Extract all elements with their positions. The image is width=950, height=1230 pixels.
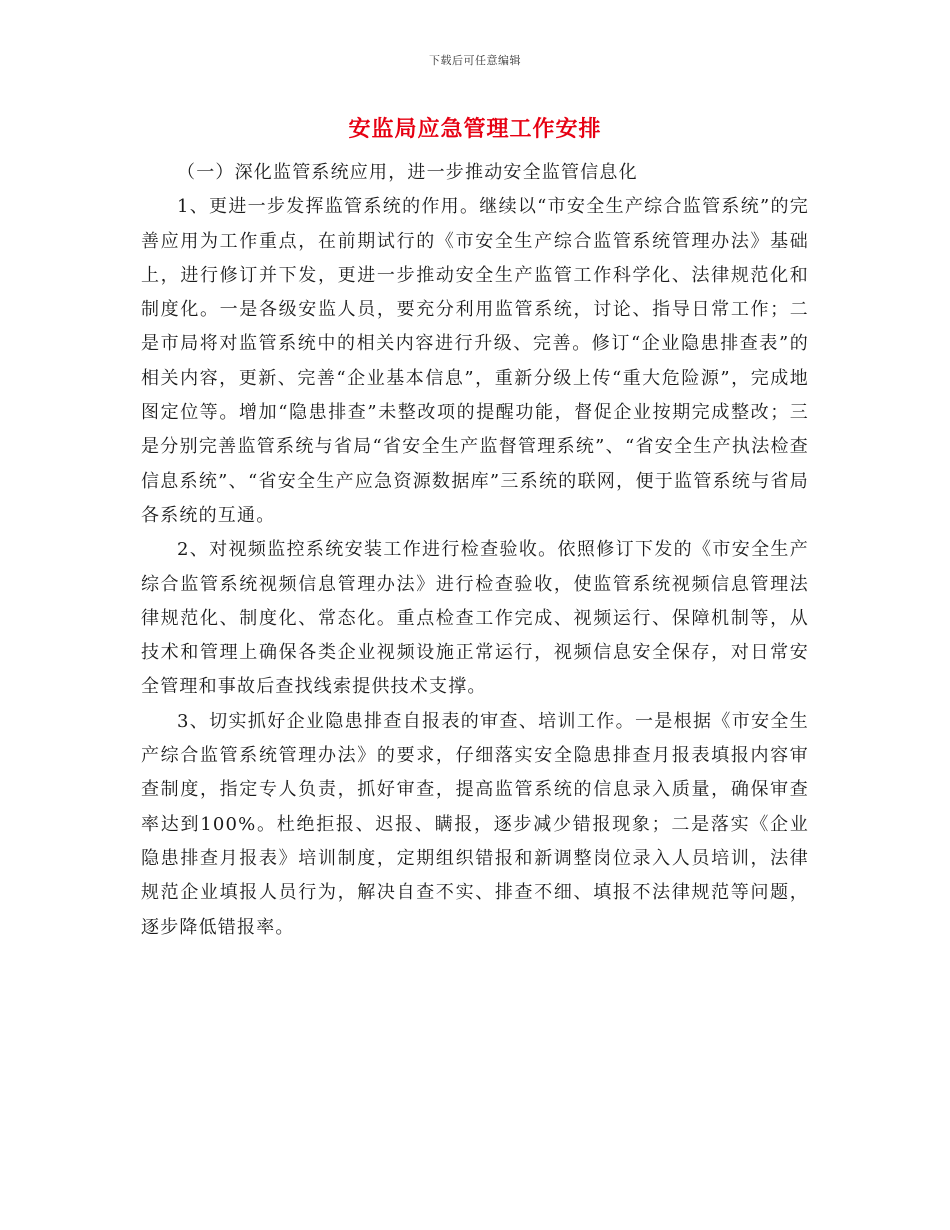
paragraph-2: 2、对视频监控系统安装工作进行检查验收。依照修订下发的《市安全生产综合监管系统视频信息管理办法》进行检查验收，使监管系统视频信息管理法律规范化、制度化、常态化。重点检查工作完成、视频运行、保障机制等，从技术和管理上确保各类企业视频设施正常运行，视频信息安全保存，对日常安全管理和事故后查找线索提供技术支撑。 — [141, 539, 809, 698]
section-heading: （一）深化监管系统应用，进一步推动安全监管信息化 — [177, 162, 638, 183]
paragraph-1: 1、更进一步发挥监管系统的作用。继续以“市安全生产综合监管系统”的完善应用为工作重点，在前期试行的《市安全生产综合监管系统管理办法》基础上，进行修订并下发，更进一步推动安全生产监管工作科学化、法律规范化和制度化。一是各级安监人员，要充分利用监管系统，讨论、指导日常工作；二是市局将对监管系统中的相关内容进行升级、完善。修订“企业隐患排查表”的相关内容，更新、完善“企业基本信息”，重新分级上传“重大危险源”，完成地图定位等。增加“隐患排查”未整改项的提醒功能，督促企业按期完成整改；三是分别完善监管系统与省局“省安全生产监督管理系统”、“省安全生产执法检查信息系统”、“省安全生产应急资源数据库”三系统的联网，便于监管系统与省局各系统的互通。 — [141, 196, 809, 526]
header-note: 下载后可任意编辑 — [429, 54, 521, 67]
document-body — [141, 156, 809, 945]
paragraph-3: 3、切实抓好企业隐患排查自报表的审查、培训工作。一是根据《市安全生产综合监管系统管理办法》的要求，仔细落实安全隐患排查月报表填报内容审查制度，指定专人负责，抓好审查，提高监管系统的信息录入质量，确保审查率达到100%。杜绝拒报、迟报、瞒报，逐步减少错报现象；二是落实《企业隐患排查月报表》培训制度，定期组织错报和新调整岗位录入人员培训，法律规范企业填报人员行为，解决自查不实、排查不细、填报不法律规范等问题，逐步降低错报率。 — [141, 710, 809, 938]
document-title: 安监局应急管理工作安排 — [348, 116, 602, 142]
